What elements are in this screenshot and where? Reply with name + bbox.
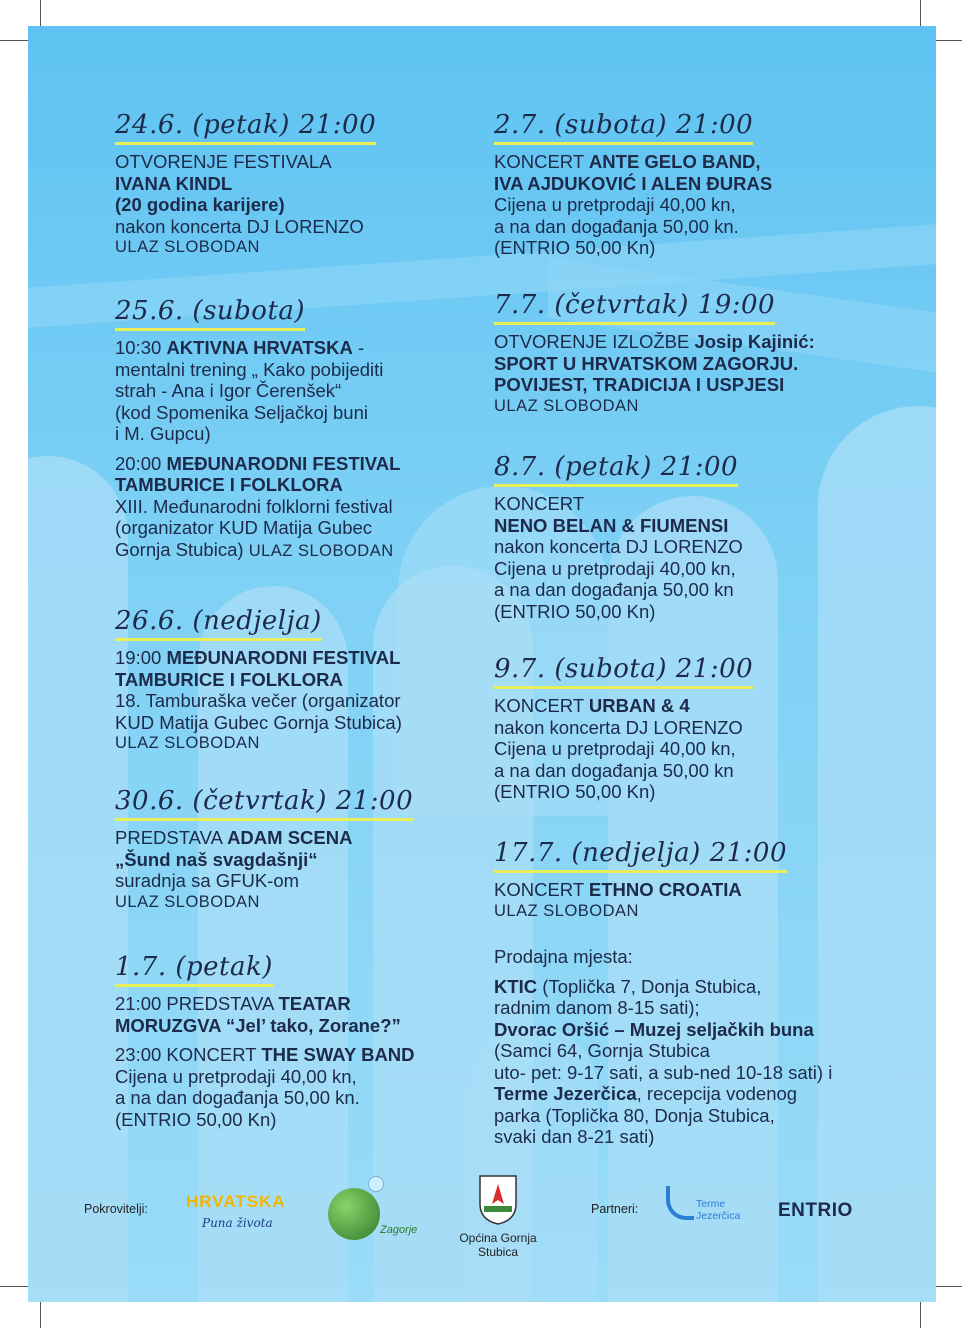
zagorje-logo [328, 1176, 423, 1246]
event-line [494, 901, 854, 923]
event-line [494, 879, 854, 901]
event-line [494, 997, 854, 1019]
event-line [115, 1044, 475, 1066]
line-gap [115, 1036, 475, 1044]
event-text-bold: IVANA KINDL [115, 172, 233, 194]
event-line [494, 396, 854, 418]
event-date: 17.7. (nedjelja) 21:00 [494, 838, 787, 873]
event-line [115, 849, 475, 871]
event-line [494, 1083, 854, 1105]
event-line [115, 194, 475, 216]
event-line [115, 1087, 475, 1109]
event-text: Cijena u pretprodaji 40,00 kn, [494, 557, 736, 579]
event-line [494, 781, 854, 803]
event-text: (kod Spomenika Seljačkoj buni [115, 401, 368, 423]
event-text: i M. Gupcu) [115, 423, 211, 444]
terme-logo-swirl-icon [666, 1186, 694, 1220]
event-line [494, 601, 854, 623]
event-date: 8.7. (petak) 21:00 [494, 452, 738, 487]
event-text: (ENTRIO 50,00 Kn) [115, 1108, 277, 1130]
event-line [115, 1066, 475, 1088]
event-line [494, 374, 854, 396]
event-date: 1.7. (petak) [115, 952, 273, 987]
hrvatska-logo-text: HRVATSKA [186, 1192, 286, 1211]
poster [28, 26, 936, 1302]
event-17-7 [494, 838, 854, 922]
event-date: 7.7. (četvrtak) 19:00 [494, 290, 775, 325]
event-1-7 [115, 952, 475, 1130]
event-text: OTVORENJE IZLOŽBE [494, 331, 695, 352]
event-line [494, 216, 854, 238]
event-text-bold: AKTIVNA HRVATSKA [166, 337, 353, 358]
event-text: nakon koncerta DJ LORENZO [494, 536, 743, 557]
event-text: nakon koncerta DJ LORENZO [115, 215, 364, 237]
event-text: ULAZ SLOBODAN [248, 541, 394, 560]
terme-logo [666, 1186, 756, 1236]
event-line [115, 827, 475, 849]
event-text: 21:00 PREDSTAVA [115, 993, 279, 1014]
event-8-7 [494, 452, 854, 622]
event-line [115, 712, 475, 734]
event-line [115, 474, 475, 496]
event-text: svaki dan 8-21 sati) [494, 1126, 655, 1147]
event-text-bold: POVIJEST, TRADICIJA I USPJESI [494, 374, 785, 395]
event-text: Cijena u pretprodaji 40,00 kn, [494, 738, 736, 759]
event-line [115, 669, 475, 691]
event-text: KONCERT [494, 695, 589, 716]
zagorje-logo-text: Zagorje [380, 1224, 418, 1236]
zagorje-logo-ball-icon [328, 1188, 380, 1240]
event-text: Gornja Stubica) [115, 538, 249, 560]
event-line [115, 380, 475, 402]
event-date: 24.6. (petak) 21:00 [115, 110, 376, 145]
event-line [115, 892, 475, 914]
event-text: parka (Toplička 80, Donja Stubica, [494, 1104, 775, 1126]
event-line [115, 539, 475, 563]
line-gap [494, 968, 854, 976]
zagorje-logo-bubble-icon [368, 1176, 384, 1192]
event-date: 30.6. (četvrtak) 21:00 [115, 786, 413, 821]
event-text-bold: TEATAR [278, 993, 351, 1014]
event-text: KONCERT [494, 493, 585, 514]
event-text: ULAZ SLOBODAN [494, 901, 639, 920]
event-line [494, 493, 854, 515]
event-line [494, 151, 854, 173]
event-text: - [352, 337, 365, 358]
event-text: 23:00 KONCERT [115, 1044, 262, 1065]
event-line [494, 695, 854, 717]
opcina-line1: Općina Gornja [459, 1231, 537, 1245]
event-text: ULAZ SLOBODAN [115, 734, 260, 752]
event-line [115, 496, 475, 518]
event-line [494, 353, 854, 375]
event-text: (ENTRIO 50,00 Kn) [494, 781, 656, 802]
event-line [494, 946, 854, 968]
event-date: 25.6. (subota) [115, 296, 305, 331]
event-line [494, 1040, 854, 1062]
event-text: Cijena u pretprodaji 40,00 kn, [494, 194, 736, 215]
event-text: 10:30 [115, 337, 167, 358]
event-25-6 [115, 296, 475, 562]
event-text: XIII. Međunarodni folklorni festival [115, 495, 393, 517]
event-text: suradnja sa GFUK-om [115, 870, 300, 891]
event-line [494, 194, 854, 216]
event-text: (organizator KUD Matija Gubec [115, 517, 373, 538]
event-text-bold: MEĐUNARODNI FESTIVAL [166, 647, 401, 668]
event-line [494, 717, 854, 739]
event-text: a na dan događanja 50,00 kn. [494, 215, 739, 237]
event-2-7 [494, 110, 854, 259]
hrvatska-logo [186, 1192, 286, 1244]
opcina-line2: Stubica [477, 1245, 519, 1259]
event-text: (ENTRIO 50,00 Kn) [494, 600, 656, 622]
event-line [115, 870, 475, 892]
event-line [494, 738, 854, 760]
event-line [494, 1105, 854, 1127]
event-text: ULAZ SLOBODAN [115, 892, 260, 911]
event-text-bold: Dvorac Oršić – Muzej seljačkih buna [494, 1018, 814, 1040]
event-line [115, 517, 475, 539]
event-line [115, 453, 475, 475]
event-line [494, 558, 854, 580]
event-date: 9.7. (subota) 21:00 [494, 654, 753, 689]
event-line [115, 216, 475, 238]
event-text: PREDSTAVA [115, 827, 228, 848]
event-text: mentalni trening „ Kako pobijediti [115, 358, 384, 380]
event-text-bold: MORUZGVA “Jel’ tako, Zorane?” [115, 1014, 401, 1036]
event-line [115, 173, 475, 195]
event-text: 20:00 [115, 452, 167, 474]
event-line [115, 151, 475, 173]
event-line [115, 647, 475, 669]
event-line [115, 402, 475, 424]
event-text: KUD Matija Gubec Gornja Stubica) [115, 711, 402, 733]
event-line [115, 359, 475, 381]
event-text: KONCERT [494, 879, 589, 900]
event-text: strah - Ana i Igor Čerenšek“ [115, 380, 342, 401]
event-9-7 [494, 654, 854, 803]
event-text: 18. Tamburaška večer (organizator [115, 690, 401, 711]
event-text-bold: SPORT U HRVATSKOM ZAGORJU. [494, 352, 799, 374]
event-line [494, 536, 854, 558]
event-text-bold: NENO BELAN & FIUMENSI [494, 514, 729, 536]
terme-logo-line1: Terme [696, 1198, 726, 1210]
event-7-7 [494, 290, 854, 417]
bg-arch-1 [28, 456, 128, 1302]
event-line [494, 1019, 854, 1041]
event-line [115, 1015, 475, 1037]
event-text-bold: TAMBURICE I FOLKLORA [115, 668, 343, 690]
partners-label: Partneri: [591, 1202, 639, 1216]
event-line [115, 690, 475, 712]
event-line [115, 1109, 475, 1131]
event-date: 2.7. (subota) 21:00 [494, 110, 753, 145]
event-text-bold: IVA AJDUKOVIĆ I ALEN ĐURAS [494, 172, 773, 194]
event-text: ULAZ SLOBODAN [115, 238, 260, 256]
event-text-bold: KTIC [494, 975, 538, 997]
event-line [115, 337, 475, 359]
event-text-bold: Terme Jezerčica [494, 1083, 637, 1104]
event-line [494, 515, 854, 537]
event-line [494, 331, 854, 353]
event-line [494, 579, 854, 601]
coat-of-arms-icon [478, 1174, 518, 1226]
event-text-bold: URBAN & 4 [588, 695, 690, 716]
event-text: uto- pet: 9-17 sati, a sub-ned 10-18 sati) i [494, 1061, 833, 1083]
event-text-bold: ETHNO CROATIA [588, 879, 742, 900]
event-line [494, 237, 854, 259]
event-text-bold: Josip Kajinić: [694, 331, 815, 352]
event-text: nakon koncerta DJ LORENZO [494, 716, 743, 738]
event-text: KONCERT [494, 151, 589, 172]
event-text: Cijena u pretprodaji 40,00 kn, [115, 1065, 357, 1087]
event-24-6 [115, 110, 475, 259]
event-text: a na dan događanja 50,00 kn. [115, 1087, 360, 1108]
entrio-logo: ENTRIO [778, 1200, 853, 1221]
event-text-bold: (20 godina karijere) [115, 194, 285, 215]
event-line [494, 173, 854, 195]
event-text: , recepcija vodenog [636, 1083, 798, 1104]
terme-logo-line2: Jezerčica [696, 1210, 741, 1222]
sponsors-label: Pokrovitelji: [84, 1202, 148, 1216]
event-line [115, 237, 475, 259]
event-text-bold: ADAM SCENA [227, 827, 353, 848]
event-line [494, 1062, 854, 1084]
event-text: a na dan događanja 50,00 kn [494, 759, 734, 781]
event-text: Prodajna mjesta: [494, 946, 633, 967]
event-text-bold: MEĐUNARODNI FESTIVAL [166, 452, 401, 474]
hrvatska-logo-slogan: Puna života [202, 1216, 273, 1230]
line-gap [115, 445, 475, 453]
event-text-bold: TAMBURICE I FOLKLORA [115, 474, 343, 495]
event-date: 26.6. (nedjelja) [115, 606, 322, 641]
event-text-bold: „Šund naš svagdašnji“ [115, 848, 318, 870]
event-text: (Samci 64, Gornja Stubica [494, 1040, 710, 1061]
event-30-6 [115, 786, 475, 913]
sales-points [494, 946, 854, 1148]
event-text-bold: THE SWAY BAND [261, 1044, 415, 1065]
event-line [494, 760, 854, 782]
event-line [494, 1126, 854, 1148]
event-line [494, 976, 854, 998]
event-line [115, 423, 475, 445]
event-text: (ENTRIO 50,00 Kn) [494, 237, 656, 258]
event-text: ULAZ SLOBODAN [494, 396, 639, 415]
event-text: 19:00 [115, 647, 167, 668]
event-text: a na dan događanja 50,00 kn [494, 579, 734, 600]
event-text: OTVORENJE FESTIVALA [115, 151, 332, 172]
event-text-bold: ANTE GELO BAND, [588, 151, 761, 172]
opcina-logo [448, 1174, 548, 1259]
event-text: radnim danom 8-15 sati); [494, 997, 700, 1018]
event-line [115, 993, 475, 1015]
event-line [115, 733, 475, 755]
event-26-6 [115, 606, 475, 755]
event-text: (Toplička 7, Donja Stubica, [537, 975, 762, 997]
